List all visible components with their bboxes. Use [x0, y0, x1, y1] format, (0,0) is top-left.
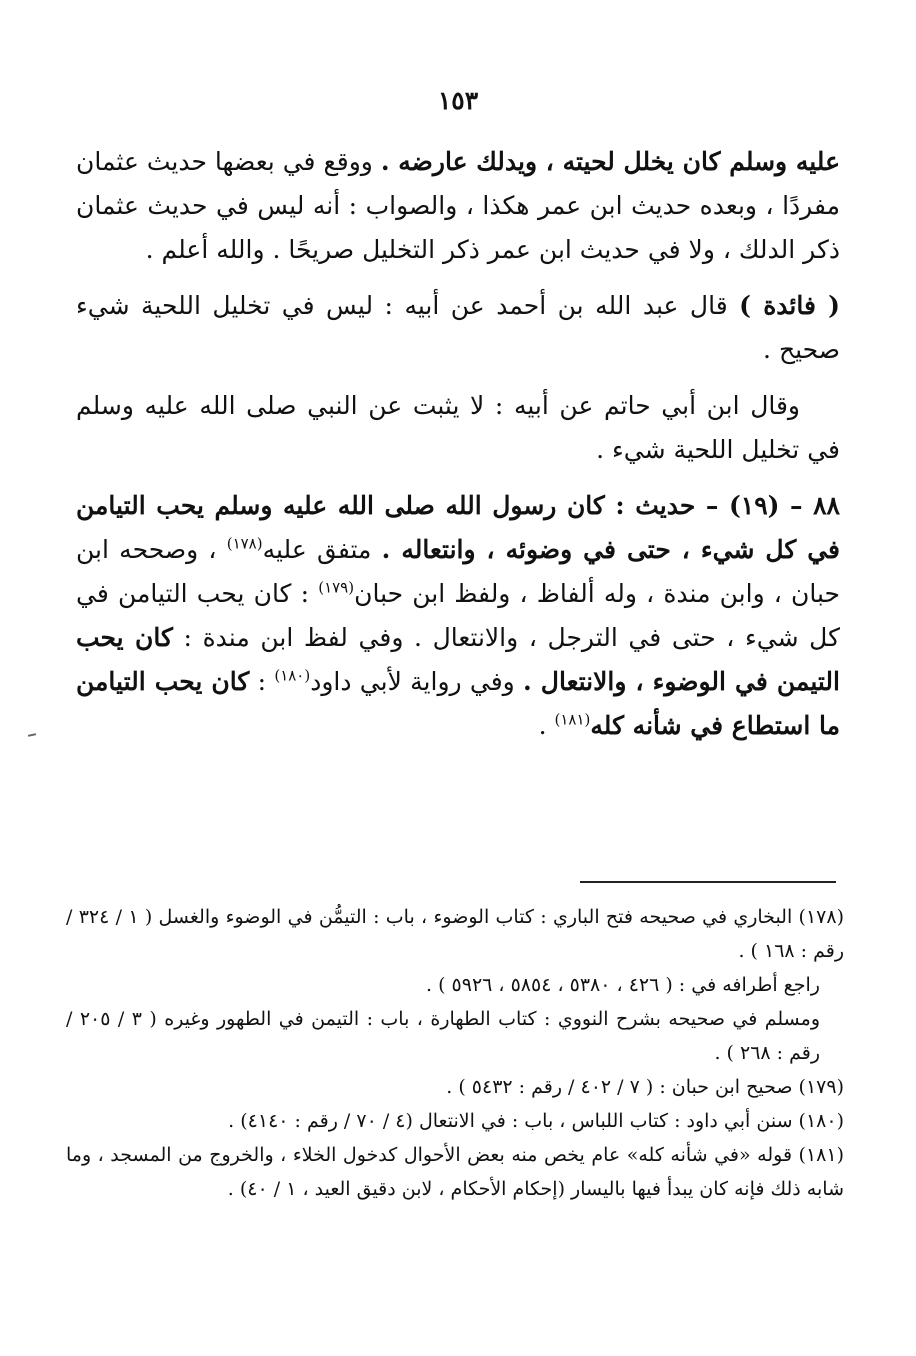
bold-hadith-text: كان يحب التيامن ما استطاع في شأنه كله [76, 667, 840, 740]
bold-hadith-text: عليه وسلم كان يخلل لحيته ، ويدلك عارضه . [380, 147, 840, 176]
footnote-179: (١٧٩) صحيح ابن حبان : ( ٧ / ٤٠٢ / رقم : ٥٤٣٢ ) . [446, 1076, 844, 1098]
scan-speck [28, 733, 36, 737]
paragraph-benefit [76, 284, 840, 372]
footnote-ref-179: (١٧٩) [318, 578, 355, 597]
footnote-separator [580, 881, 836, 883]
footnote-ref-181: (١٨١) [554, 710, 591, 729]
main-text [76, 140, 840, 760]
benefit-label: ( فائدة ) [739, 291, 841, 320]
footnotes [66, 900, 844, 1206]
footnote-180: (١٨٠) سنن أبي داود : كتاب اللباس ، باب : في الانتعال (٤ / ٧٠ / رقم : ٤١٤٠) . [228, 1110, 844, 1132]
page-number: ١٥٣ [437, 86, 479, 115]
footnote-178: (١٧٨) البخاري في صحيحه فتح الباري : كتاب الوضوء ، باب : التيمُّن في الوضوء والغسل ( ١ / ٣٢٤ / رقم : ١٦٨ ) . [66, 906, 844, 962]
paragraph-text: وفي رواية لأبي داود [310, 667, 524, 696]
paragraph-text: وقال ابن أبي حاتم عن أبيه : لا يثبت عن النبي صلى الله عليه وسلم في تخليل اللحية شيء . [76, 391, 840, 464]
footnote-ref-180: (١٨٠) [274, 666, 311, 685]
footnote-178-references: راجع أطرافه في : ( ٤٢٦ ، ٥٣٨٠ ، ٥٨٥٤ ، ٥٩٢٦ ) . [426, 974, 820, 996]
paragraph-text: : كان يحب التيامن في كل شيء ، حتى في الترجل ، والانتعال . وفي لفظ ابن مندة : [76, 579, 840, 652]
paragraph-3 [76, 384, 840, 472]
footnote-181: (١٨١) قوله «في شأنه كله» عام يخص منه بعض الأحوال كدخول الخلاء ، والخروج من المسجد ، وما شابه ذلك فإنه كان يبدأ فيها باليسار (إحكام الأحكام ، لابن دقيق العيد ، ١ / ٤٠) . [66, 1144, 844, 1200]
footnote-178-muslim: ومسلم في صحيحه بشرح النووي : كتاب الطهارة ، باب : التيمن في الطهور وغيره ( ٣ / ٢٠٥ / رقم : ٢٦٨ ) . [66, 1008, 820, 1064]
paragraph-text: متفق عليه [262, 535, 382, 564]
hadith-heading: ٨٨ – (١٩) – حديث : كان رسول الله صلى الله عليه وسلم يحب التيامن في كل شيء ، حتى في وضوئه ، وانتعاله . [76, 491, 840, 564]
paragraph-1 [76, 140, 840, 272]
paragraph-text: : [249, 667, 275, 696]
paragraph-text: ، وصححه ابن حبان ، وابن مندة ، وله ألفاظ ، ولفظ ابن حبان [76, 535, 840, 608]
footnote-ref-178: (١٧٨) [226, 534, 263, 553]
paragraph-text: ووقع في بعضها حديث عثمان مفردًا ، وبعده حديث ابن عمر هكذا ، والصواب : أنه ليس في حديث عثمان ذكر الدلك ، ولا في حديث ابن عمر ذكر التخليل صريحًا . والله أعلم . [76, 147, 840, 264]
paragraph-text: قال عبد الله بن أحمد عن أبيه : ليس في تخليل اللحية شيء صحيح . [76, 291, 840, 364]
hadith-88-paragraph [76, 484, 840, 748]
bold-hadith-text: كان يحب التيمن في الوضوء ، والانتعال . [76, 623, 840, 696]
paragraph-text: . [538, 711, 555, 740]
